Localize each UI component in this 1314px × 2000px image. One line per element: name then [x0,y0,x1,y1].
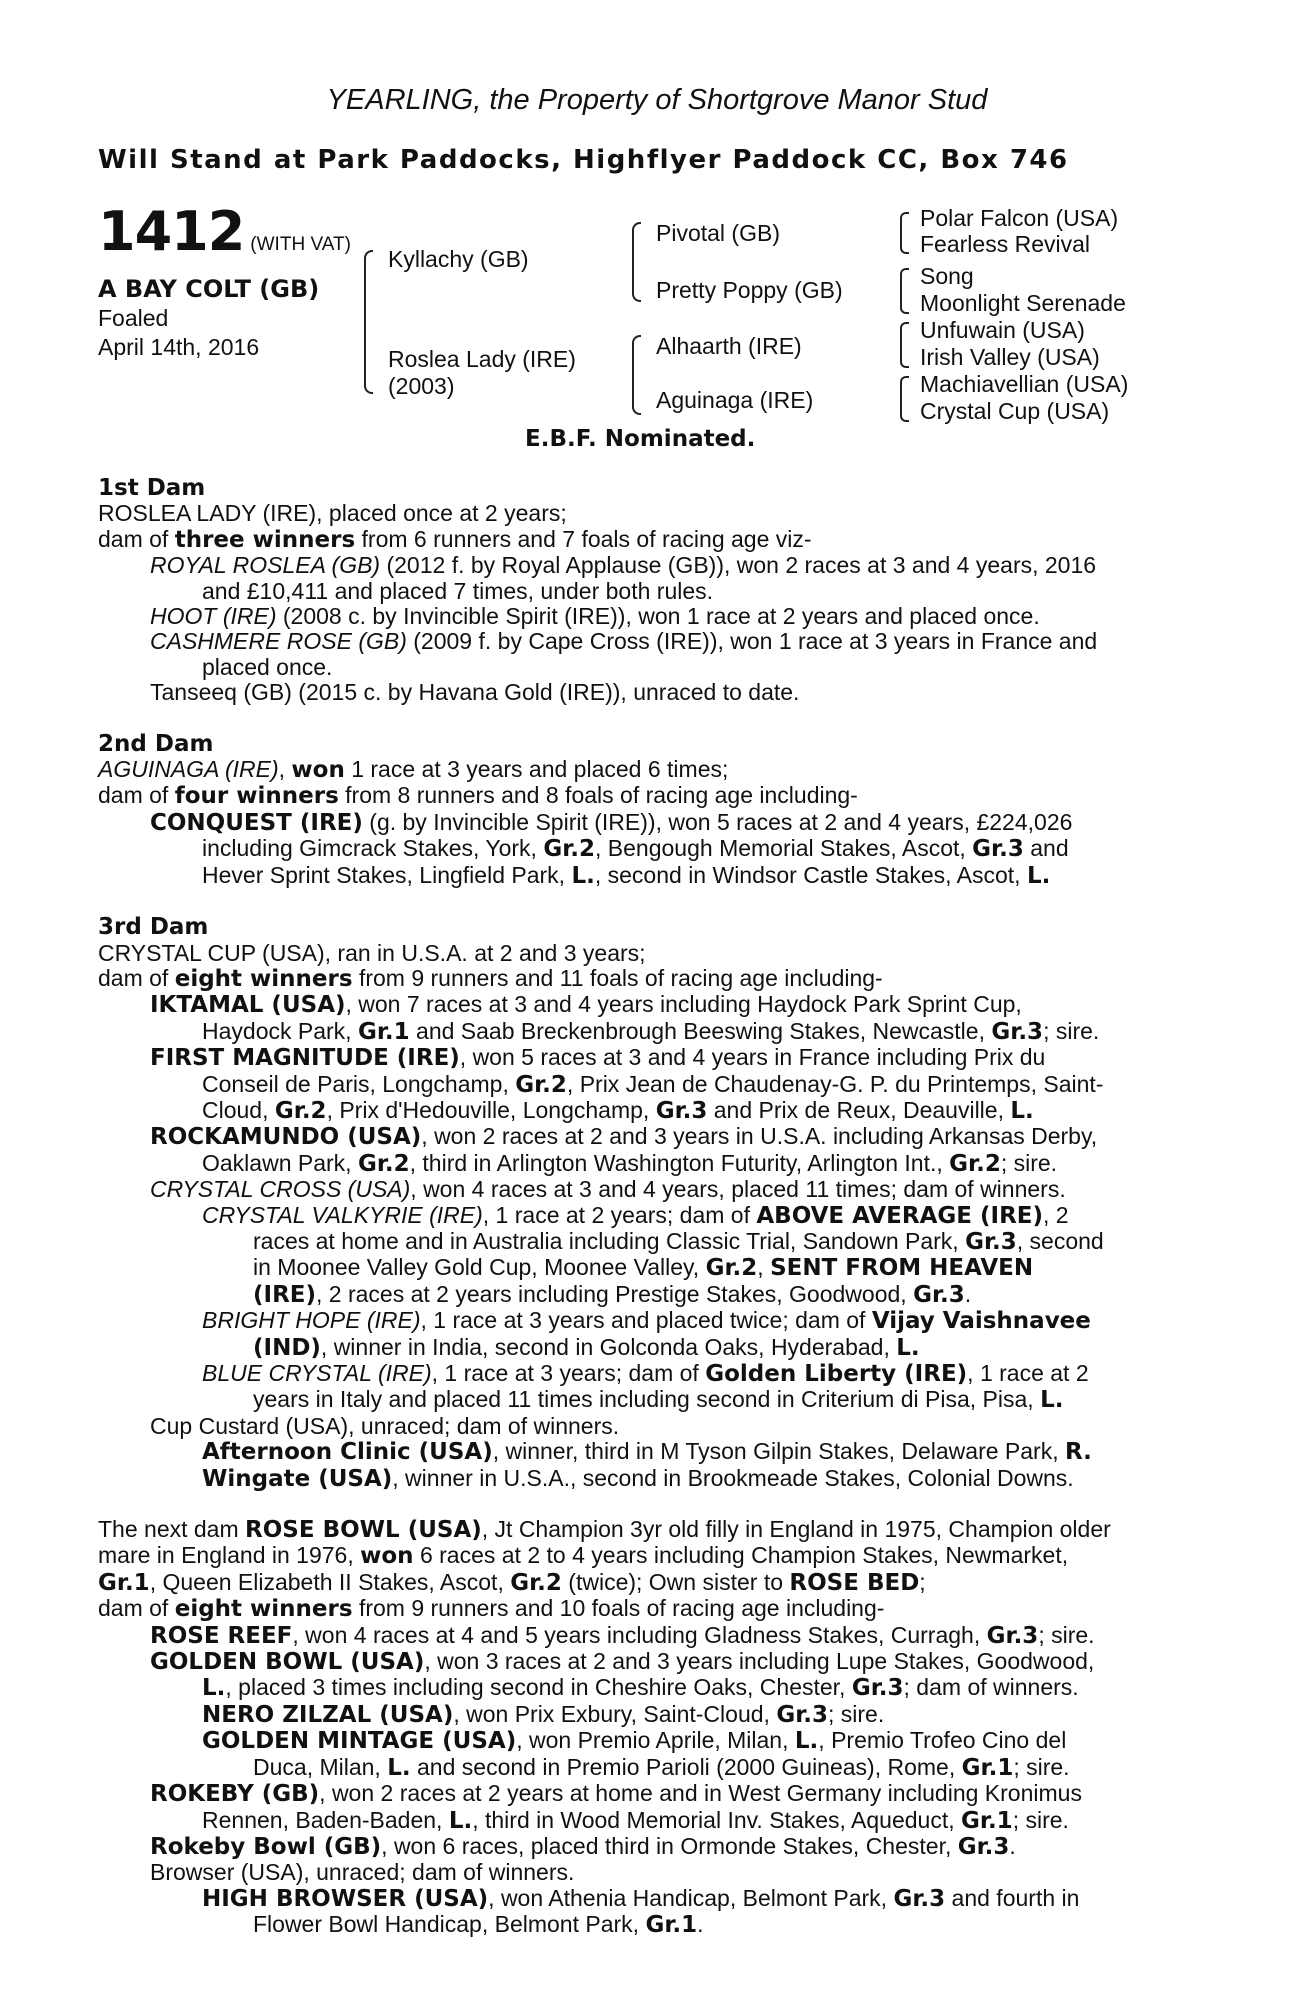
bold-text: Gr.1 [961,1807,1013,1834]
plain-text: Tanseeq (GB) (2015 c. by Havana Gold (IRE)), unraced to date. [150,679,800,706]
bold-text: 2nd Dam [98,730,214,757]
bold-text: FIRST MAGNITUDE (IRE) [150,1045,460,1072]
text-line [98,783,1198,809]
bold-text: SENT FROM HEAVEN [770,1255,1034,1282]
plain-text: , second [1016,1227,1104,1254]
paragraph-gap [98,706,1198,731]
plain-text: ; sire. [1012,1806,1069,1833]
plain-text: , won 5 races at 3 and 4 years in France including Prix du [459,1044,1046,1071]
text-line [98,579,1198,604]
ebf-nominated: E.B.F. Nominated. [525,426,756,452]
foaled-date: April 14th, 2016 [98,334,260,360]
plain-text: , placed 3 times including second in Cheshire Oaks, Chester, [225,1674,852,1701]
plain-text: , Premio Trofeo Cino del [818,1727,1067,1754]
text-line [98,680,1198,705]
ped-sdd: Moonlight Serenade [920,290,1126,316]
plain-text: (2008 c. by Invincible Spirit (IRE)), won 1 race at 2 years and placed once. [276,603,1040,630]
text-line [98,1543,1198,1569]
plain-text: in Moonee Valley Gold Cup, Moonee Valley, [253,1254,706,1281]
text-line [98,1860,1198,1885]
paragraph-gap [98,1492,1198,1517]
plain-text: , third in Arlington Washington Futurity, Arlington Int., [409,1149,950,1176]
bold-text: (IRE) [253,1281,317,1308]
text-line [98,1361,1198,1387]
plain-text: including Gimcrack Stakes, York, [202,835,544,862]
plain-text: Flower Bowl Handicap, Belmont Park, [253,1911,646,1938]
plain-text: ; sire. [1013,1753,1070,1780]
italic-text: AGUINAGA (IRE) [98,756,279,783]
plain-text: Cup Custard (USA), unraced; dam of winners. [150,1412,620,1439]
plain-text: mare in England in 1976, [98,1542,361,1569]
plain-text: Haydock Park, [202,1017,358,1044]
plain-text: Rennen, Baden-Baden, [202,1806,449,1833]
plain-text: Oaklawn Park, [202,1149,358,1176]
plain-text: from 9 runners and 10 foals of racing age including- [352,1595,885,1622]
dam-year: (2003) [388,373,455,399]
paragraph-gap [98,889,1198,914]
plain-text: , 1 race at 3 years; dam of [431,1360,706,1386]
plain-text: ; sire. [1043,1017,1100,1044]
text-line [98,1045,1198,1071]
plain-text: from 9 runners and 11 foals of racing age including- [352,964,883,991]
bold-text: Gr.2 [515,1071,567,1098]
bold-text: Gr.2 [357,1150,410,1177]
plain-text: ROSLEA LADY (IRE), placed once at 2 years; [98,500,567,527]
plain-text: , won Athenia Handicap, Belmont Park, [488,1884,894,1911]
dam-name: Roslea Lady (IRE) [388,346,576,372]
dam-dam: Aguinaga (IRE) [656,387,814,413]
text-line [98,1414,1198,1439]
plain-text: , Jt Champion 3yr old filly in England in 1975, Champion older [481,1516,1111,1543]
bold-text: Gr.3 [655,1097,708,1124]
plain-text: The next dam [98,1516,246,1543]
text-line [98,1177,1198,1202]
plain-text: , won 2 races at 2 years at home and in West Germany including Kronimus [319,1780,1082,1807]
plain-text: ; [919,1568,926,1595]
bold-text: Gr.1 [357,1018,410,1045]
bold-text: Gr.3 [957,1833,1010,1860]
plain-text: , third in Wood Memorial Inv. Stakes, Aqueduct, [472,1806,961,1833]
text-line [98,1781,1198,1807]
plain-text: and fourth in [945,1884,1080,1911]
plain-text: and £10,411 and placed 7 times, under both rules. [202,577,714,604]
text-line [98,731,1198,757]
text-line [98,863,1198,889]
bold-text: Gr.1 [645,1912,698,1939]
sire-sire: Pivotal (GB) [656,220,780,246]
bold-text: Gr.3 [776,1701,828,1728]
italic-text: CRYSTAL CROSS (USA) [150,1176,411,1203]
pedigree-brace-3c [900,322,909,368]
dam-sire: Alhaarth (IRE) [656,333,802,359]
plain-text: , Prix Jean de Chaudenay-G. P. du Printemps, Saint- [566,1070,1104,1097]
pedigree-brace-main [364,250,373,394]
plain-text: Browser (USA), unraced; dam of winners. [150,1859,575,1886]
text-line [98,836,1198,862]
plain-text: Cloud, [202,1096,275,1123]
text-line [98,1623,1198,1649]
bold-text: four winners [174,783,339,810]
bold-text: ROSE BED [789,1569,920,1596]
bold-text: Gr.3 [893,1885,946,1912]
bold-text: won [360,1543,414,1570]
plain-text: dam of [98,525,175,552]
bold-text: HIGH BROWSER (USA) [202,1885,489,1912]
page-heading: YEARLING, the Property of Shortgrove Manor Stud [326,84,988,116]
text-line [98,1675,1198,1701]
bold-text: ROSE REEF [150,1622,293,1649]
ped-ssd: Fearless Revival [920,231,1090,257]
plain-text: Hever Sprint Stakes, Lingfield Park, [202,861,572,888]
sire-name: Kyllachy (GB) [388,246,529,272]
bold-text: Gr.2 [510,1569,562,1596]
plain-text: placed once. [202,653,333,680]
text-line [98,810,1198,836]
text-line [98,604,1198,629]
plain-text: dam of [98,964,175,991]
plain-text: and second in Premio Parioli (2000 Guineas), Rome, [410,1753,962,1780]
plain-text: , won 4 races at 4 and 5 years including Gladness Stakes, Curragh, [292,1621,987,1648]
bold-text: Gr.3 [972,836,1024,863]
text-line [98,527,1198,553]
plain-text: , winner in India, second in Golconda Oaks, Hyderabad, [320,1333,897,1360]
bold-text: ROSE BOWL (USA) [245,1517,482,1544]
text-line [98,1229,1198,1255]
bold-text: ABOVE AVERAGE (IRE) [756,1202,1044,1229]
lot-number: 1412 [98,200,245,263]
plain-text: , won 3 races at 2 and 3 years including Lupe Stakes, Goodwood, [424,1648,1095,1675]
bold-text: eight winners [174,1596,353,1623]
plain-text: . [964,1280,972,1307]
bold-text: Gr.2 [543,836,596,863]
plain-text: , 1 race at 2 years; dam of [482,1201,757,1228]
bold-text: Golden Liberty (IRE) [705,1361,968,1387]
plain-text: , second in Windsor Castle Stakes, Ascot, [594,861,1027,888]
text-line [98,655,1198,680]
bold-text: CONQUEST (IRE) [150,809,363,836]
bold-text: Gr.3 [851,1675,904,1702]
plain-text: years in Italy and placed 11 times including second in Criterium di Pisa, Pisa, [253,1386,1041,1413]
plain-text: , Prix d'Hedouville, Longchamp, [326,1096,656,1123]
bold-text: Vijay Vaishnavee [871,1308,1091,1335]
pedigree-brace-3b [900,268,909,314]
ped-dds: Machiavellian (USA) [920,371,1129,397]
bold-text: L. [571,862,595,889]
plain-text: ; sire. [828,1700,885,1727]
text-line [98,1019,1198,1045]
text-line [98,1728,1198,1754]
bold-text: ROKEBY (GB) [150,1781,320,1808]
plain-text: (twice); Own sister to [561,1568,790,1595]
text-line [98,1098,1198,1124]
text-line [98,1387,1198,1413]
bold-text: Wingate (USA) [202,1465,393,1492]
bold-text: (IND) [253,1334,321,1361]
ped-sds: Song [920,263,974,289]
text-line [98,1439,1198,1465]
plain-text: Duca, Milan, [253,1753,388,1780]
ped-sss: Polar Falcon (USA) [920,205,1119,231]
text-line [98,1912,1198,1938]
bold-text: Gr.3 [991,1018,1044,1045]
plain-text: ; sire. [1038,1621,1095,1648]
plain-text: races at home and in Australia including Classic Trial, Sandown Park, [253,1227,966,1254]
plain-text: , 2 [1043,1201,1069,1228]
bold-text: GOLDEN BOWL (USA) [150,1649,425,1676]
text-line [98,1808,1198,1834]
plain-text: 6 races at 2 to 4 years including Champion Stakes, Newmarket, [413,1542,1069,1569]
text-line [98,1124,1198,1150]
plain-text: from 6 runners and 7 foals of racing age viz- [355,525,812,552]
pedigree-brace-3d [900,376,909,422]
bold-text: L. [1040,1387,1064,1414]
text-line [98,1466,1198,1492]
bold-text: Gr.1 [961,1754,1014,1781]
text-line [98,1517,1198,1543]
ped-ddd: Crystal Cup (USA) [920,398,1110,424]
plain-text: , 1 race at 3 years and placed twice; dam of [420,1307,872,1334]
italic-text: HOOT (IRE) [150,603,277,630]
plain-text: , won 6 races, placed third in Ormonde Stakes, Chester, [381,1832,958,1859]
bold-text: R. [1064,1439,1092,1466]
bold-text: L. [1026,862,1051,889]
text-line [98,629,1198,654]
text-line [98,1072,1198,1098]
plain-text: from 8 runners and 8 foals of racing age including- [338,782,858,809]
plain-text: , won 4 races at 3 and 4 years, placed 11 times; dam of winners. [410,1176,1066,1203]
plain-text: (g. by Invincible Spirit (IRE)), won 5 races at 2 and 4 years, £224,026 [362,808,1073,835]
bold-text: L. [448,1807,473,1834]
foaled-label: Foaled [98,305,169,331]
bold-text: ROCKAMUNDO (USA) [150,1124,422,1151]
italic-text: ROYAL ROSLEA (GB) [150,552,381,579]
text-line [98,914,1198,940]
text-line [98,1834,1198,1860]
plain-text: , Bengough Memorial Stakes, Ascot, [595,835,973,862]
bold-text: L. [202,1675,226,1702]
bold-text: Rokeby Bowl (GB) [150,1833,382,1860]
bold-text: three winners [174,526,356,553]
bold-text: L. [387,1754,411,1781]
plain-text: (2009 f. by Cape Cross (IRE)), won 1 race at 3 years in France and [406,628,1098,655]
pedigree-brace-dam [632,335,641,415]
bold-text: eight winners [174,965,353,992]
text-line [98,1649,1198,1675]
bold-text: L. [1010,1097,1034,1124]
bold-text: L. [896,1334,920,1361]
bold-text: Afternoon Clinic (USA) [202,1439,493,1466]
sire-dam: Pretty Poppy (GB) [656,277,843,303]
plain-text: , Queen Elizabeth II Stakes, Ascot, [149,1568,511,1595]
plain-text: , 1 race at 2 [967,1360,1089,1386]
italic-text: CRYSTAL VALKYRIE (IRE) [202,1201,483,1228]
plain-text: ; dam of winners. [903,1674,1079,1701]
plain-text: 1 race at 3 years and placed 6 times; [344,756,729,783]
bold-text: Gr.2 [949,1150,1001,1177]
plain-text: , winner, third in M Tyson Gilpin Stakes, Delaware Park, [492,1438,1065,1465]
plain-text: ; sire. [1000,1149,1058,1176]
bold-text: won [291,757,345,784]
text-line [98,1151,1198,1177]
bold-text: NERO ZILZAL (USA) [202,1701,454,1728]
plain-text: dam of [98,1595,175,1622]
plain-text: and [1023,835,1069,862]
plain-text: dam of [98,782,175,809]
plain-text: , winner in U.S.A., second in Brookmeade Stakes, Colonial Downs. [392,1464,1074,1491]
plain-text: . [697,1911,704,1938]
bold-text: Gr.3 [986,1622,1039,1649]
plain-text: , [757,1254,771,1281]
text-line [98,1282,1198,1308]
text-line [98,1203,1198,1229]
text-line [98,1755,1198,1781]
text-line [98,941,1198,966]
lot-header [98,200,351,263]
text-line [98,992,1198,1018]
plain-text: and Prix de Reux, Deauville, [707,1096,1011,1123]
text-line [98,1886,1198,1912]
bold-text: 3rd Dam [98,914,209,941]
bold-text: Gr.3 [913,1281,965,1308]
text-line [98,1596,1198,1622]
plain-text: (2012 f. by Royal Applause (GB)), won 2 races at 3 and 4 years, 2016 [380,552,1097,579]
bold-text: IKTAMAL (USA) [150,992,346,1019]
text-line [98,1570,1198,1596]
text-line [98,1335,1198,1361]
text-line [98,1308,1198,1334]
plain-text: CRYSTAL CUP (USA), ran in U.S.A. at 2 and 3 years; [98,939,646,966]
plain-text: , 2 races at 2 years including Prestige Stakes, Goodwood, [316,1280,914,1307]
pedigree-brace-sire [632,222,641,302]
vat-note: (WITH VAT) [250,234,351,255]
plain-text: , won Premio Aprile, Milan, [516,1727,795,1754]
lot-title: A BAY COLT (GB) [98,275,320,303]
italic-text: BLUE CRYSTAL (IRE) [202,1360,432,1386]
ped-dsd: Irish Valley (USA) [920,344,1100,370]
text-line [98,757,1198,783]
plain-text: and Saab Breckenbrough Beeswing Stakes, Newcastle, [409,1017,992,1044]
italic-text: CASHMERE ROSE (GB) [150,628,407,655]
stand-location: Will Stand at Park Paddocks, Highflyer Paddock CC, Box 746 [98,145,1069,175]
italic-text: BRIGHT HOPE (IRE) [202,1307,421,1334]
plain-text: , won Prix Exbury, Saint-Cloud, [453,1700,777,1727]
text-line [98,1702,1198,1728]
text-line [98,475,1198,501]
plain-text: Conseil de Paris, Longchamp, [202,1070,516,1097]
foaled-info [98,304,259,362]
bold-text: GOLDEN MINTAGE (USA) [202,1728,517,1755]
text-line [98,501,1198,526]
bold-text: Gr.3 [965,1228,1017,1255]
bold-text: Gr.2 [274,1097,327,1124]
ped-dss: Unfuwain (USA) [920,317,1085,343]
plain-text: . [1009,1832,1016,1859]
text-line [98,553,1198,578]
plain-text: , won 2 races at 2 and 3 years in U.S.A. including Arkansas Derby, [421,1123,1098,1150]
family-notes [98,475,1198,1939]
text-line [98,1255,1198,1281]
text-line [98,966,1198,992]
bold-text: 1st Dam [98,475,206,501]
plain-text: , [278,756,292,783]
bold-text: Gr.2 [705,1255,758,1282]
bold-text: Gr.1 [98,1569,150,1596]
pedigree-brace-3a [900,212,909,254]
plain-text: , won 7 races at 3 and 4 years including Haydock Park Sprint Cup, [345,991,1022,1018]
bold-text: L. [794,1728,819,1755]
